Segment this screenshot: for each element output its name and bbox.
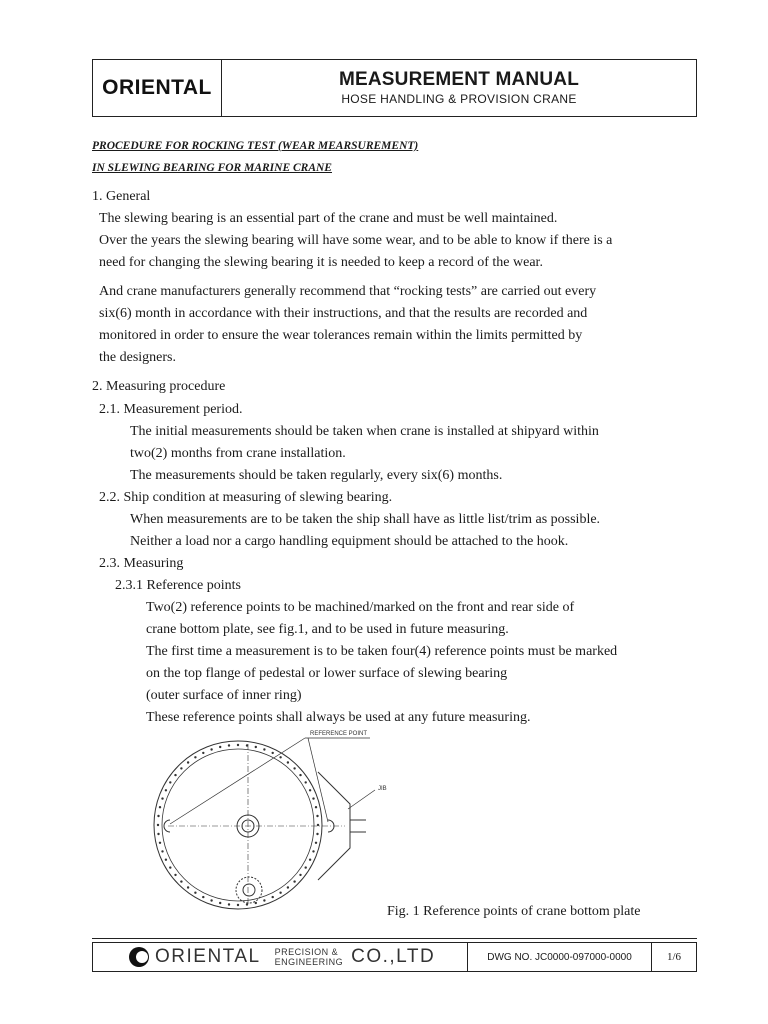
paragraph-line: two(2) months from crane installation. [130, 446, 346, 461]
bolt-circle [162, 749, 314, 901]
bolt-hole [317, 824, 319, 826]
bolt-hole [169, 866, 171, 868]
bolt-hole [187, 886, 189, 888]
footer-rule [92, 938, 697, 939]
bolt-hole [255, 902, 257, 904]
paragraph-line: The slewing bearing is an essential part of the crane and must be well maintained. [99, 211, 558, 226]
paragraph-line: Over the years the slewing bearing will have some wear, and to be able to know if there is a [99, 233, 613, 248]
procedure-title-line2: IN SLEWING BEARING FOR MARINE CRANE [92, 162, 332, 174]
bolt-hole [279, 892, 281, 894]
bolt-hole [309, 859, 311, 861]
bolt-hole [174, 774, 176, 776]
bolt-hole [315, 806, 317, 808]
bolt-hole [210, 748, 212, 750]
bolt-hole [305, 781, 307, 783]
bolt-hole [159, 806, 161, 808]
bolt-hole [287, 761, 289, 763]
bolt-hole [255, 746, 257, 748]
section-heading-general: 1. General [92, 189, 151, 204]
footer-company-logo [93, 943, 468, 971]
bolt-hole [165, 789, 167, 791]
bolt-hole [174, 874, 176, 876]
bolt-hole [159, 842, 161, 844]
leader-line-left [170, 738, 305, 824]
page-number: 1/6 [666, 951, 682, 963]
figure-caption: Fig. 1 Reference points of crane bottom plate [387, 904, 641, 919]
bolt-hole [272, 896, 274, 898]
paragraph-line: on the top flange of pedestal or lower surface of slewing bearing [146, 666, 508, 681]
bolt-hole [157, 833, 159, 835]
bolt-hole [293, 767, 295, 769]
bolt-hole [202, 752, 204, 754]
bolt-hole [309, 789, 311, 791]
bolt-hole [237, 744, 239, 746]
bolt-hole [263, 748, 265, 750]
bolt-hole [299, 774, 301, 776]
section-heading-measuring-procedure: 2. Measuring procedure [92, 379, 226, 394]
paragraph-line: These reference points shall always be used at any future measuring. [146, 710, 531, 725]
bolt-hole [293, 880, 295, 882]
bolt-hole [305, 866, 307, 868]
company-mark-icon [129, 947, 149, 967]
paragraph-line: The measurements should be taken regularly, every six(6) months. [130, 468, 503, 483]
document-header [92, 59, 697, 117]
bolt-hole [228, 903, 230, 905]
bolt-hole [263, 899, 265, 901]
bolt-hole [272, 752, 274, 754]
paragraph-line: six(6) month in accordance with their instructions, and that the results are recorded and [99, 306, 588, 321]
footer-company-line1: PRECISION & [274, 947, 339, 957]
bolt-hole [161, 850, 163, 852]
paragraph-line: the designers. [99, 350, 176, 365]
bolt-hole [279, 756, 281, 758]
bolt-hole [316, 815, 318, 817]
paragraph-line: (outer surface of inner ring) [146, 688, 302, 703]
label-reference-point: REFERENCE POINT [310, 731, 368, 737]
bolt-hole [165, 859, 167, 861]
bolt-hole [210, 899, 212, 901]
gear-hub [243, 884, 255, 896]
bolt-hole [194, 756, 196, 758]
jib-leader-line [348, 790, 375, 809]
bolt-hole [157, 815, 159, 817]
paragraph-line: Neither a load nor a cargo handling equipment should be attached to the hook. [130, 534, 569, 549]
paragraph-line: Two(2) reference points to be machined/marked on the front and rear side of [146, 600, 575, 615]
paragraph-line: crane bottom plate, see fig.1, and to be used in future measuring. [146, 622, 509, 637]
footer-company-line2: ENGINEERING [274, 957, 344, 967]
bolt-hole [287, 886, 289, 888]
bolt-hole [161, 797, 163, 799]
bolt-hole [187, 761, 189, 763]
header-title-cell [222, 60, 696, 116]
gear-outline [236, 877, 262, 903]
bolt-hole [228, 744, 230, 746]
paragraph-line: need for changing the slewing bearing it is needed to keep a record of the wear. [99, 255, 543, 270]
document-title: MEASUREMENT MANUAL [338, 69, 580, 90]
bolt-hole [180, 767, 182, 769]
paragraph-line: And crane manufacturers generally recommend that “rocking tests” are carried out every [99, 284, 597, 299]
paragraph-line: The initial measurements should be taken when crane is installed at shipyard within [130, 424, 599, 439]
footer-company-descriptor [275, 947, 344, 967]
leader-line-right [308, 738, 328, 822]
bolt-hole [316, 833, 318, 835]
drawing-number: DWG NO. JC0000-097000-0000 [468, 943, 652, 971]
bolt-hole [315, 842, 317, 844]
bolt-hole [157, 824, 159, 826]
subsection-heading: 2.3. Measuring [99, 556, 184, 571]
paragraph-line: The first time a measurement is to be taken four(4) reference points must be marked [146, 644, 618, 659]
bolt-hole [219, 746, 221, 748]
bolt-hole [194, 892, 196, 894]
bolt-hole [169, 781, 171, 783]
bolt-holes [157, 744, 319, 906]
crane-bottom-plate-drawing [150, 724, 410, 920]
document-footer [92, 942, 697, 972]
bolt-hole [180, 880, 182, 882]
crane-bottom-plate-figure [150, 724, 410, 920]
subsubsection-heading: 2.3.1 Reference points [115, 578, 241, 593]
footer-company-name: ORIENTAL [155, 946, 261, 967]
bolt-hole [202, 896, 204, 898]
label-jib: JIB [378, 786, 387, 792]
subsection-heading: 2.1. Measurement period. [99, 402, 243, 417]
bolt-hole [299, 874, 301, 876]
bolt-hole [312, 850, 314, 852]
header-logo-cell [93, 60, 222, 116]
bolt-hole [237, 904, 239, 906]
procedure-title-line1: PROCEDURE FOR ROCKING TEST (WEAR MEARSUREMENT) [92, 140, 419, 152]
bolt-hole [219, 902, 221, 904]
subsection-heading: 2.2. Ship condition at measuring of slewing bearing. [99, 490, 393, 505]
paragraph-line: monitored in order to ensure the wear tolerances remain within the limits permitted by [99, 328, 583, 343]
document-subtitle: HOSE HANDLING & PROVISION CRANE [341, 92, 577, 106]
footer-company-suffix: CO.,LTD [351, 946, 436, 967]
oriental-logo: ORIENTAL [102, 76, 212, 99]
paragraph-line: When measurements are to be taken the ship shall have as little list/trim as possible. [130, 512, 601, 527]
bolt-hole [312, 797, 314, 799]
